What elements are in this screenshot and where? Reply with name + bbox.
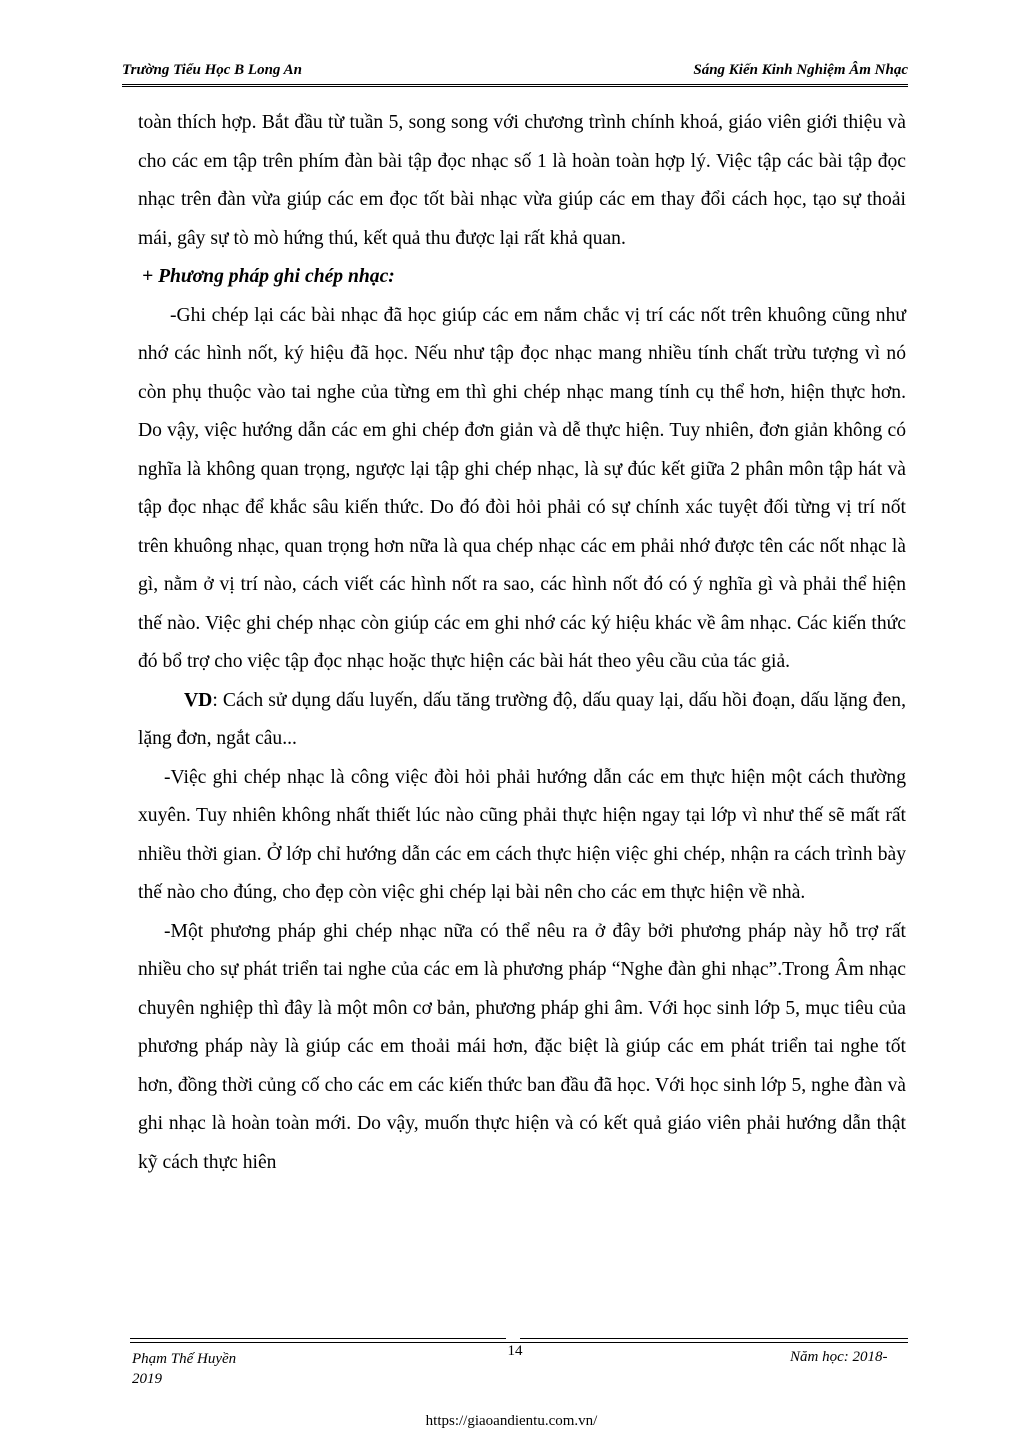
page-number: 14 [507,1343,523,1359]
paragraph-regular-practice: -Việc ghi chép nhạc là công việc đòi hỏi phải hướng dẫn các em thực hiện một cách thường xuyên. Tuy nhiên không nhất thiết lúc nào cũng phải thực hiện ngay tại lớp vì như thế sẽ mất rất nhiều thời gian. Ở lớp chỉ hướng dẫn các em cách thực hiện việc ghi chép, nhận ra cách trình bày thế nào cho đúng, cho đẹp còn việc ghi chép lại bài nên cho các em thực hiện về nhà. [138,766,906,903]
header-document-title: Sáng Kiến Kinh Nghiệm Âm Nhạc [693,62,908,78]
paragraph-listening-method: -Một phương pháp ghi chép nhạc nữa có thể nêu ra ở đây bởi phương pháp này hỗ trợ rất nhiều cho sự phát triển tai nghe của các em là phương pháp “Nghe đàn ghi nhạc”.Trong Âm nhạc chuyên nghiệp thì đây là một môn cơ bản, phương pháp ghi âm. Với học sinh lớp 5, mục tiêu của phương pháp này là giúp các em thoải mái hơn, đặc biệt là giúp các em phát triển tai nghe tốt hơn, đồng thời củng cố cho các em các kiến thức ban đầu đã học. Với học sinh lớp 5, nghe đàn và ghi nhạc là hoàn toàn mới. Do vậy, muốn thực hiện và có kết quả giáo viên phải hướng dẫn thật kỹ cách thực hiên [138,920,906,1173]
paragraph-note-taking: -Ghi chép lại các bài nhạc đã học giúp các em nắm chắc vị trí các nốt trên khuông cũng như nhớ các hình nốt, ký hiệu đã học. Nếu như tập đọc nhạc mang nhiều tính chất trừu tượng vì nó còn phụ thuộc vào tai nghe của từng em thì ghi chép nhạc mang tính cụ thể hơn, hiện thực hơn. Do vậy, việc hướng dẫn các em ghi chép đơn giản và dễ thực hiện. Tuy nhiên, đơn giản không có nghĩa là không quan trọng, ngược lại tập ghi chép nhạc, là sự đúc kết giữa 2 phân môn tập hát và tập đọc nhạc để khắc sâu kiến thức. Do đó đòi hỏi phải có sự chính xác tuyệt đối từng vị trí nốt trên khuông nhạc, quan trọng hơn nữa là qua chép nhạc các em phải nhớ được tên các nốt nhạc là gì, nằm ở vị trí nào, cách viết các hình nốt ra sao, các hình nốt đó có ý nghĩa gì và phải thể hiện thế nào. Việc ghi chép nhạc còn giúp các em ghi nhớ các ký hiệu khác về âm nhạc. Các kiến thức đó bổ trợ cho việc tập đọc nhạc hoặc thực hiện các bài hát theo yêu cầu của tác giả. [138,304,906,672]
footer-author [132,1349,272,1389]
footer-rule-left [130,1338,506,1339]
footer-author-name: Phạm Thế Huyền [132,1351,237,1367]
footer-school-year: Năm học: 2018- [790,1349,888,1365]
page-body [138,104,906,1182]
page-header [122,62,908,87]
example-label: VD [184,689,213,711]
header-school-name: Trường Tiểu Học B Long An [122,62,302,78]
example-text: : Cách sử dụng dấu luyến, dấu tăng trường độ, dấu quay lại, dấu hồi đoạn, dấu lặng đen, lặng đơn, ngắt câu... [138,689,906,749]
footer-rule-right [520,1338,908,1339]
footer-year-continuation: 2019 [132,1371,162,1387]
source-url-link[interactable]: https://giaoandientu.com.vn/ [425,1413,598,1429]
paragraph-intro: toàn thích hợp. Bắt đầu từ tuần 5, song song với chương trình chính khoá, giáo viên giới thiệu và cho các em tập trên phím đàn bài tập đọc nhạc số 1 là hoàn toàn hợp lý. Việc tập các bài tập đọc nhạc trên đàn vừa giúp các em đọc tốt bài nhạc vừa giúp các em thay đổi cách học, tạo sự thoải mái, gây sự tò mò hứng thú, kết quả thu được lại rất khả quan. [138,112,906,249]
paragraph-example [138,682,906,759]
section-heading: + Phương pháp ghi chép nhạc: [142,266,395,287]
